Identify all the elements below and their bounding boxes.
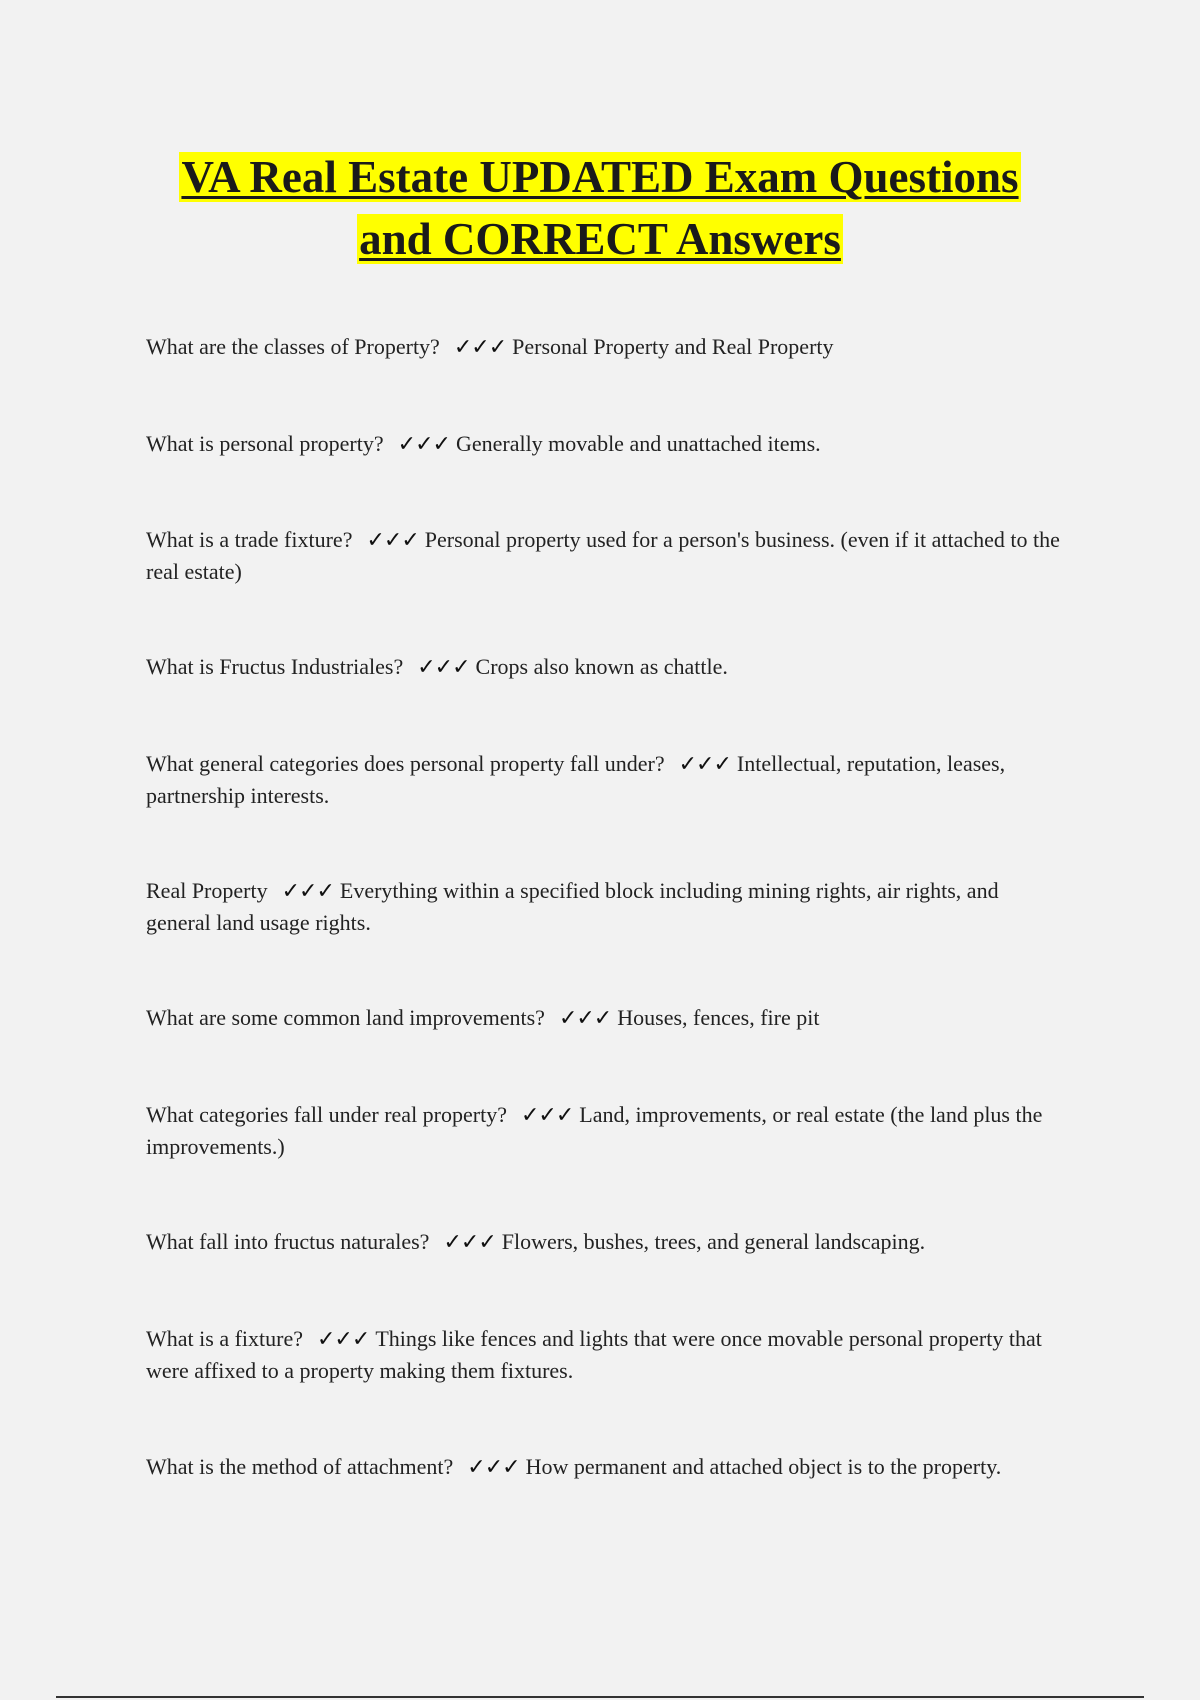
qa-item [146,1226,1066,1258]
check-mark-icon: ✓✓✓ [678,752,731,777]
qa-item [146,428,1066,460]
check-mark-icon: ✓✓✓ [453,335,507,360]
check-mark-icon: ✓✓✓ [397,432,450,457]
page-bottom-rule [56,1696,1144,1698]
question-text: What are some common land improvements? [146,1005,545,1030]
answer-text: Things like fences and lights that were once movable personal property that were affixed to a property making them fixtures. [146,1326,1042,1383]
check-mark-icon: ✓✓✓ [417,655,470,680]
question-text: What is personal property? [146,431,384,456]
answer-text: Generally movable and unattached items. [455,431,821,456]
qa-item [146,1451,1066,1483]
qa-item [146,875,1066,938]
document-title [100,146,1100,270]
check-mark-icon: ✓✓✓ [467,1455,520,1480]
qa-item [146,651,1066,683]
answer-text: Houses, fences, fire pit [617,1005,820,1030]
qa-item [146,524,1066,587]
qa-item [146,748,1066,811]
question-text: What are the classes of Property? [146,334,440,359]
title-line-2: and CORRECT Answers [359,214,841,264]
answer-text: Intellectual, reputation, leases, partnership interests. [146,751,1006,808]
answer-text: Flowers, bushes, trees, and general landscaping. [501,1229,926,1254]
qa-item [146,331,1066,363]
question-text: What is the method of attachment? [146,1454,454,1479]
answer-text: Crops also known as chattle. [475,654,728,679]
check-mark-icon: ✓✓✓ [366,528,419,553]
check-mark-icon: ✓✓✓ [443,1230,496,1255]
question-text: What is a fixture? [146,1326,303,1351]
check-mark-icon: ✓✓✓ [317,1327,370,1352]
qa-item [146,1002,1066,1034]
question-text: What general categories does personal property fall under? [146,751,665,776]
question-text: What fall into fructus naturales? [146,1229,430,1254]
question-text: What categories fall under real property? [146,1102,507,1127]
question-text: What is Fructus Industriales? [146,654,404,679]
check-mark-icon: ✓✓✓ [520,1103,574,1128]
qa-item [146,1099,1066,1162]
answer-text: Land, improvements, or real estate (the land plus the improvements.) [146,1102,1043,1159]
qa-item [146,1323,1066,1386]
question-text: Real Property [146,878,268,903]
answer-text: Personal property used for a person's business. (even if it attached to the real estate) [146,527,1060,584]
check-mark-icon: ✓✓✓ [281,879,334,904]
title-line-1: VA Real Estate UPDATED Exam Questions [181,152,1019,202]
answer-text: Personal Property and Real Property [512,334,834,359]
check-mark-icon: ✓✓✓ [558,1006,612,1031]
answer-text: Everything within a specified block including mining rights, air rights, and general land usage rights. [146,878,999,935]
question-text: What is a trade fixture? [146,527,353,552]
answer-text: How permanent and attached object is to the property. [525,1454,1002,1479]
